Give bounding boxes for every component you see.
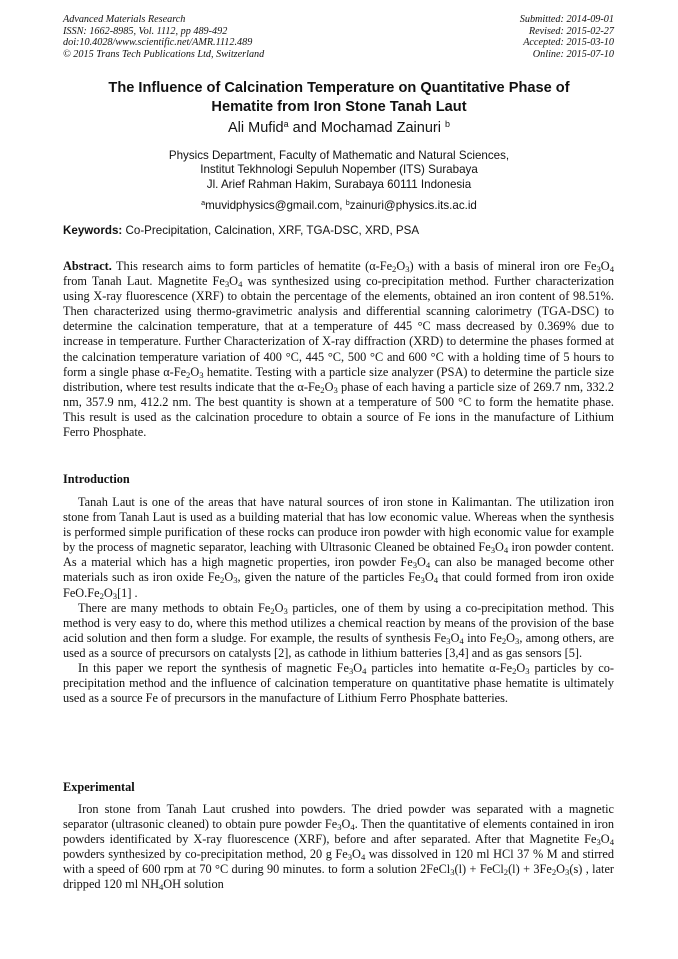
text-run: was dissolved in 120 ml HCl 37 % M and stirred with a speed of 600 rpm at 70 °C during 90 minutes. to form a solution 2FeCl [63, 847, 615, 877]
accepted-date: Accepted: 2015-03-10 [523, 37, 614, 49]
text-run: O [324, 379, 334, 394]
text-run: particles by co-precipitation method and the influence of calcination temperature on quantitative phase hematite is ultimately used as a source Fe of precursors in the manufacture of Lithium Ferro Phosphate batteries. [63, 661, 614, 706]
text-run: can also be managed become other materials such as iron oxide Fe [63, 555, 614, 585]
keywords-text: Co-Precipitation, Calcination, XRF, TGA-DSC, XRD, PSA [122, 224, 420, 237]
subscript: 2 [270, 605, 275, 616]
text-run: O [353, 661, 363, 676]
subscript: 4 [433, 575, 439, 586]
subscript: 3 [420, 575, 425, 586]
paragraph [63, 661, 614, 706]
keywords [63, 224, 615, 238]
subscript: 3 [199, 369, 204, 380]
subscript: 4 [459, 635, 464, 646]
text-run: O [229, 274, 239, 289]
abstract [63, 259, 614, 440]
subscript: 2 [99, 590, 104, 601]
text-run: Iron stone from Tanah Laut crushed into powders. The dried powder was separated with a magnetic separator (ultrasonic cleaned) to obtain pure powder Fe [63, 802, 614, 832]
paper-title [60, 79, 618, 116]
text-run: , given the nature of the particles Fe [237, 570, 421, 585]
text-run: Tanah Laut is one of the areas that have natural sources of iron stone in Kalimantan. The utilization iron stone from Tanah Laut is used as a building material that has low economic value. Whereas when the synthesis is performed simple purification of these rocks can produce iron powder with high economic value for example by the process of magnetic separator, leaching with Ultrasonic Cleaned be obtained Fe [63, 495, 614, 555]
subscript: 3 [450, 867, 455, 878]
text-run: O [417, 555, 426, 570]
text-run: In this paper we report the synthesis of magnetic Fe [78, 661, 349, 676]
text-run: particles, one of them by using a co-precipitation method. This method is very easy to do, where this method utilizes a chemical reaction by means of the provision of the base acid solution and then form a sludge. For example, the results of synthesis Fe [63, 600, 615, 645]
text-run: phase of each having a particle size of 269.7 nm, 332.2 nm, 357.9 nm, 412.2 nm. The best quantity is shown at a temperature of 500 °C to form the hematite phase. This result is used as the calcination procedure to obtain a source of Fe ions in the manufacture of Lithium Ferro Phosphate. [63, 379, 614, 440]
author-line [60, 119, 618, 137]
text-run: O [516, 661, 526, 676]
subscript: 3 [112, 590, 118, 601]
affiliation-line: Jl. Arief Rahman Hakim, Surabaya 60111 Indonesia [206, 177, 472, 191]
subscript: 3 [596, 264, 601, 275]
email-address: muvidphysics@gmail.com, [205, 199, 346, 212]
text-run: O [224, 570, 234, 585]
subscript: 3 [333, 384, 338, 395]
text-run: particles into hematite α-Fe [366, 661, 513, 676]
subscript: 4 [609, 264, 614, 275]
email-line [60, 199, 618, 213]
subscript: 2 [512, 666, 517, 677]
issn-line: ISSN: 1662-8985, Vol. 1112, pp 489-492 [63, 25, 228, 37]
online-date: Online: 2015-07-10 [532, 49, 614, 61]
subscript: 3 [565, 867, 570, 878]
subscript: 3 [446, 635, 451, 646]
author-conjunction: and [288, 120, 321, 136]
title-line: The Influence of Calcination Temperature on Quantitative Phase of [108, 80, 570, 96]
affiliation-mark: b [345, 198, 350, 208]
subscript: 2 [220, 575, 225, 586]
section-heading-introduction: Introduction [63, 472, 130, 486]
subscript: 3 [348, 666, 354, 677]
text-run: This research aims to form particles of hematite (α-Fe [111, 259, 393, 273]
abstract-label: Abstract. [63, 259, 112, 273]
introduction-body [63, 495, 614, 706]
affiliation-line: Physics Department, Faculty of Mathematic and Natural Sciences, [168, 149, 510, 162]
text-run: was synthesized using co-precipitation method. Further characterization using X-ray fluorescence (XRF) to obtain the percentage of the elements, obtained an iron content of 98.51%. Then characterized using thermo-gravimetric analysis and differential scanning calorimetry (TGA-DSC) to determine the calcination temperature, that at a temperature of 445 °C mass decreased by 0.369% due to increase in temperature. Further Characterization of X-ray diffraction (XRD) to determine the phases formed at the calcination temperature variation of 400 °C, 445 °C, 500 °C and 600 °C with a holding time of 5 hours to form a single phase α-Fe [63, 274, 614, 379]
text-run: O [424, 570, 434, 585]
submitted-date: Submitted: 2014-09-01 [519, 14, 614, 25]
dates-header [520, 14, 614, 61]
subscript: 4 [158, 882, 164, 893]
text-run: O [341, 817, 351, 832]
copyright-line: © 2015 Trans Tech Publications Ltd, Switzerland [63, 49, 265, 61]
affiliation-line: Institut Tekhnologi Sepuluh Nopember (ITS) Surabaya [200, 163, 478, 177]
revised-date: Revised: 2015-02-27 [528, 25, 614, 37]
text-run: O [600, 832, 610, 847]
subscript: 3 [224, 279, 230, 290]
subscript: 4 [425, 560, 431, 571]
text-run: (l) + 3Fe [508, 862, 552, 877]
text-run: O [495, 540, 504, 555]
keywords-label: Keywords: [63, 224, 123, 237]
subscript: 3 [515, 635, 520, 646]
text-run: . Then the quantitative of elements contained in iron powders identificated by X-ray fluorescence (XRF), before and after separated. After that Magnetite Fe [63, 817, 614, 847]
section-heading-experimental: Experimental [63, 780, 135, 794]
subscript: 4 [350, 822, 355, 833]
paragraph [63, 802, 614, 893]
text-run: OH solution [163, 877, 224, 892]
subscript: 4 [360, 852, 366, 863]
text-run: iron powder content. As a material which has a high magnetic properties, iron powder Fe [63, 540, 614, 570]
doi-line: doi:10.4028/www.scientific.net/AMR.1112.489 [63, 37, 253, 49]
subscript: 3 [405, 264, 410, 275]
subscript: 3 [596, 837, 601, 848]
affiliation-mark: a [201, 198, 206, 208]
affiliation [60, 149, 618, 192]
subscript: 4 [238, 279, 243, 290]
author-name: Mochamad Zainuri [320, 120, 445, 136]
subscript: 4 [503, 545, 509, 556]
subscript: 3 [490, 545, 496, 556]
text-run: O [506, 630, 516, 645]
subscript: 3 [283, 605, 288, 616]
title-line: Hematite from Iron Stone Tanah Laut [211, 98, 467, 115]
text-run: (s) , later dripped 120 ml NH [63, 862, 614, 892]
text-run: O [556, 862, 566, 877]
text-run: O [190, 364, 200, 379]
text-run: powders synthesized by co-precipitation method, 20 g Fe [63, 847, 348, 862]
subscript: 3 [412, 560, 418, 571]
text-run: There are many methods to obtain Fe [78, 600, 271, 615]
text-run: O [103, 585, 113, 600]
subscript: 2 [551, 867, 557, 878]
subscript: 2 [320, 384, 325, 395]
subscript: 3 [347, 852, 353, 863]
text-run: O [274, 600, 284, 615]
subscript: 2 [186, 369, 191, 380]
journal-header [63, 14, 264, 61]
text-run: hematite. Testing with a particle size analyzer (PSA) to determine the particle size distribution, where test results indicate that the α-Fe [63, 364, 614, 394]
text-run: into Fe [463, 630, 502, 645]
subscript: 2 [501, 635, 507, 646]
experimental-body [63, 802, 614, 893]
text-run: [1] . [117, 585, 138, 600]
subscript: 4 [362, 666, 367, 677]
subscript: 3 [337, 822, 342, 833]
text-run: O [600, 259, 610, 273]
paragraph [63, 601, 614, 661]
subscript: 3 [525, 666, 530, 677]
subscript: 2 [503, 867, 509, 878]
text-run: O [352, 847, 361, 862]
affiliation-mark: a [283, 119, 289, 130]
text-run: ) with a basis of mineral iron ore Fe [409, 259, 597, 273]
email-address: zainuri@physics.its.ac.id [349, 199, 477, 212]
text-run: from Tanah Laut. Magnetite Fe [63, 274, 225, 289]
subscript: 2 [392, 264, 397, 275]
text-run: , among others, are used as a source of precursors on catalysts [2], as cathode in lithium batteries [3,4] and as gas sensors [5]. [63, 630, 614, 660]
text-run: O [450, 630, 460, 645]
text-run: that could formed from iron oxide FeO.Fe [63, 570, 615, 600]
subscript: 3 [233, 575, 238, 586]
text-run: (l) + FeCl [454, 862, 504, 877]
subscript: 4 [609, 837, 614, 848]
affiliation-mark: b [444, 119, 450, 130]
paragraph [63, 495, 614, 601]
text-run: O [396, 259, 406, 273]
journal-name: Advanced Materials Research [63, 14, 186, 25]
author-name: Ali Mufid [228, 120, 284, 136]
